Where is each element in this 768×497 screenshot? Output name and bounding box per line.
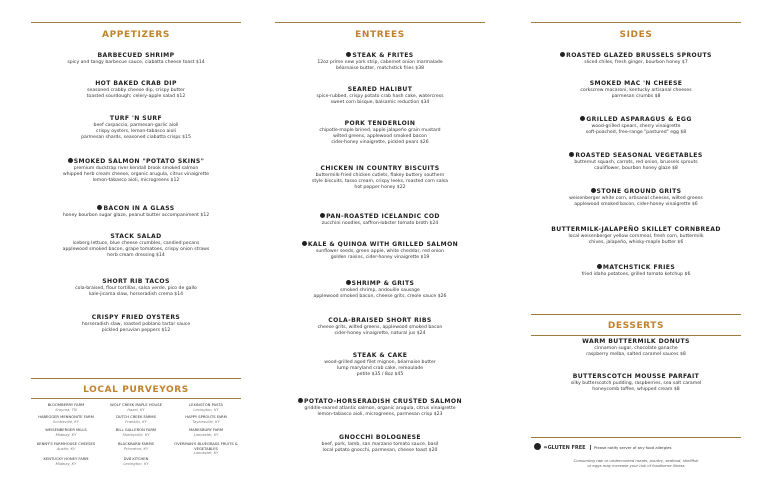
purveyor [33,415,99,424]
item-description: sweet corn bisque, balsamic reduction $34 [330,100,430,106]
item-name [531,80,741,88]
item-name [31,233,241,241]
sides-item [531,116,741,136]
item-name [531,116,741,124]
item-description: premium ducktrap river kendall brook smoked salmon [73,166,199,171]
sides-top-rule [531,22,741,23]
raw-food-warning [531,458,741,468]
item-description: hot pepper honey $22 [354,185,406,191]
sides-title: SIDES [619,30,653,40]
item-description: soft-poached, free-range "pastured" egg $8 [585,130,687,136]
item-name [275,398,485,406]
gluten-free-icon [580,116,585,121]
item-name-text: BUTTERMILK-JALAPEÑO SKILLET CORNBREAD [551,226,721,233]
item-description: iceberg lettuce, blue cheese crumbles, candied pecans [72,241,200,246]
item-name [275,52,485,60]
purveyor [173,403,239,412]
desserts-item [531,373,741,393]
item-description: béarnaise butter, matchstick fries $38 [336,66,424,72]
item-name-text: MATCHSTICK FRIES [602,264,676,271]
item-name-text: PORK TENDERLOIN [344,120,416,127]
item-description: beef carpaccio, parmesan-garlic aioli [93,123,179,128]
item-name-text: KALE & QUINOA WITH GRILLED SALMON [307,241,459,248]
item-name-text: STEAK & FRITES [352,52,414,59]
item-name-text: HOT BAKED CRAB DIP [95,80,177,87]
purveyor-location: Smyrna, TN [55,407,77,412]
sides-item [531,264,741,278]
desserts-top-rule [531,314,741,315]
item-description: kale-jicama slaw, horseradish crema $14 [88,292,184,298]
item-name-text: GRILLED ASPARAGUS & EGG [586,116,692,123]
item-name [31,205,241,213]
item-description: butternut squash, carrots, red onion, brussels sprouts [574,160,698,165]
appetizers-item [31,80,241,100]
item-description: style biscuits, tasso cream, crispy leeks, roasted corn salsa [311,179,448,185]
purveyor-name: DUTCH CREEK FARMS [116,415,156,419]
purveyors-bottom-rule [31,398,241,399]
sides-item [531,226,741,246]
item-description: pickled peruvian peppers $12 [101,328,171,334]
item-name-text: BUTTERSCOTCH MOUSSE PARFAIT [572,373,700,380]
gluten-free-icon [320,213,325,218]
item-description: honey bourbon sugar glaze, peanut butter accompaniment $12 [62,213,210,218]
desserts-item [531,338,741,358]
item-name [31,278,241,286]
item-name [531,188,741,196]
purveyor-location: Lancaster, KY [193,451,219,455]
item-name-text: BARBECUED SHRIMP [97,52,175,59]
item-description: parmesan shards, seasoned ciabatta crisps $15 [81,135,191,141]
item-description: crispy oysters, lemon-tabasco aioli [96,129,176,135]
item-description: smoked shrimp, andouille sausage [340,288,420,293]
item-description: cauliflower, bourbon honey glaze $8 [594,166,678,172]
purveyor-name: HABEGGER MENNONITE FARM [38,415,94,419]
entrees-item [275,52,485,72]
item-name [531,373,741,381]
purveyor [33,457,99,466]
sides-item [531,80,741,100]
item-description: wilted greens, applewood smoked bacon [333,134,427,140]
purveyor-name: MARKSBURY FARM [188,428,224,432]
appetizers-item [31,233,241,260]
item-name [531,52,741,60]
item-description: local potato gnocchi, parmesan, cheese toast $20 [322,448,438,454]
item-name [531,264,741,272]
item-description: cinnamon sugar, chocolate ganache [594,346,678,351]
item-description: herb cream dressing $14 [107,253,165,259]
gluten-free-icon [346,280,351,285]
purveyor-location: Franklin, KY [125,419,147,424]
purveyor-location: Hazel, KY [127,407,145,412]
item-description: raspberry melba, salted caramel sauces $8 [586,352,686,358]
item-name-text: SHORT RIB TACOS [102,278,170,285]
item-description: griddle-seared atlantic salmon, organic arugula, citrus vinaigrette [304,406,456,411]
item-description: chipotle-maple brined, apple jalapeño grain mustard [319,128,441,133]
item-name [275,86,485,94]
item-name [275,280,485,288]
item-description: 12oz prime new york strip, cabernet onion marmalade [317,60,443,65]
item-description: lemon-tabasco aioli, microgreens $12 [92,178,180,184]
purveyor-name: DV8 KITCHEN [123,457,149,461]
item-name-text: TURF 'N SURF [109,115,163,122]
item-description: cheese grits, wilted greens, applewood smoked bacon [317,325,443,330]
purveyor-location: Lexington, KY [193,407,219,412]
purveyor [103,457,169,466]
sides-item [531,188,741,208]
item-description: golden raisins, cider-honey vinaigrette $19 [330,255,430,261]
item-description: zucchini noodles, saffron-lobster tomato broth $24 [321,221,439,226]
item-name [531,338,741,346]
appetizers-item [31,158,241,185]
item-name [31,115,241,123]
gluten-free-icon [302,241,307,246]
item-description: applewood smoked bacon, cider-honey vinaigrette $6 [574,202,698,208]
purveyor [103,403,169,412]
purveyor-location: Midway, KY [55,461,77,466]
item-description: wood-grilled spears, sherry vinaigrette [591,124,681,129]
entrees-top-rule [275,22,485,23]
purveyor-location: Taylorsville, KY [192,419,220,424]
item-name [531,226,741,234]
item-description: cider-honey vinaigrette, pickled pears $26 [331,140,429,146]
purveyor-name: WEISENBERGER MILLS [45,428,87,432]
purveyor-location: Scottsville, KY [53,419,79,424]
entrees-item [275,434,485,454]
gluten-free-icon [534,443,541,450]
purveyor-location: Midway, KY [55,432,77,437]
item-name-text: BACON IN A GLASS [103,205,175,212]
item-description: lump maryland crab cake, remoulade [336,366,424,372]
item-description: petite $35 / 8oz $45 [356,372,404,378]
appetizers-item [31,278,241,298]
appetizers-item [31,52,241,66]
appetizers-title: APPETIZERS [102,30,170,40]
warning-line-2: or eggs may increase your risk of foodborne illness [587,463,685,468]
item-name-text: COLA-BRAISED SHORT RIBS [328,317,432,324]
purveyors-title: LOCAL PURVEYORS [83,385,189,395]
item-description: wood-grilled aged filet mignon, béarnaise butter [324,360,436,365]
item-description: parmesan crumbs $8 [611,94,661,100]
item-description: corkscrew macaroni, kentucky artisanal cheeses [580,88,692,93]
item-name-text: SHRIMP & GRITS [351,280,415,287]
item-description: chives, jalapeño, whisky-maple butter $6 [588,240,684,246]
entrees-item [275,241,485,261]
entrees-item [275,213,485,227]
purveyor-location: Austin, KY [56,446,76,451]
item-description: cider-honey vinaigrette, natural jus $24 [334,331,426,337]
item-description: applewood smoked bacon, grape tomatoes, crispy onion straws [62,247,210,253]
entrees-item [275,352,485,379]
appetizers-item [31,115,241,142]
item-name-text: CHICKEN IN COUNTRY BISCUITS [320,165,440,172]
item-name [275,317,485,325]
item-name-text: GNOCCHI BOLOGNESE [338,434,421,441]
entrees-item [275,398,485,418]
appetizers-item [31,314,241,334]
item-description: honeycomb toffee, whipped cream $8 [592,387,680,393]
purveyor [173,442,239,456]
purveyor [103,428,169,437]
appetizers-item [31,205,241,219]
appetizers-top-rule [31,22,241,23]
purveyor [173,428,239,437]
purveyor [33,403,99,412]
gluten-free-icon [97,205,102,210]
item-name [275,213,485,221]
item-name [31,158,241,166]
item-name-text: STONE GROUND GRITS [596,188,682,195]
item-description: horseradish slaw, roasted poblano tartar sauce [81,322,191,327]
item-description: seasoned crabby cheese dip, crispy butter [87,88,185,93]
purveyor-name: WOLF CREEK MAPLE HOUSE [110,403,162,407]
item-name [531,152,741,160]
item-name-text: SMOKED MAC 'N CHEESE [589,80,683,87]
purveyor-location: Lancaster, KY [193,432,219,437]
gluten-free-icon [298,398,303,403]
entrees-item [275,165,485,192]
item-description: spicy and tangy barbecue sauce, ciabatta cheese toast $14 [67,60,205,65]
gluten-free-icon [591,188,596,193]
item-description: applewood smoked bacon, cheese grits, creole sauce $26 [313,294,447,300]
item-name-text: WARM BUTTERMILK DONUTS [582,338,690,345]
allergy-note: Please notify server of any food allergies [590,445,671,450]
legend-top-rule [531,437,741,438]
item-name-text: STACK SALAD [110,233,162,240]
gluten-free-icon [346,52,351,57]
purveyor-location: Princeton, KY [123,446,149,451]
gluten-free-icon [597,264,602,269]
gluten-free-label: =GLUTEN FREE [543,445,586,451]
item-description: toasted sourdough; celery-apple salad $12 [86,94,186,100]
item-name [31,314,241,322]
purveyor-name: KENTUCKY HONEY FARM [43,457,89,461]
purveyor-location: Lexington, KY [123,461,149,466]
item-description: whipped herb cream cheese, organic arugula, citrus vinaigrette [62,172,210,178]
desserts-title: DESSERTS [607,321,665,331]
item-name [31,80,241,88]
item-description: cola-braised, flour tortillas, salsa verde, pico de gallo [75,286,197,291]
item-name [275,120,485,128]
item-name [275,241,485,249]
item-name-text: ROASTED SEASONAL VEGETABLES [575,152,703,159]
item-name [31,52,241,60]
item-name [275,352,485,360]
item-name-text: PAN-ROASTED ICELANDIC COD [326,213,440,220]
entrees-item [275,86,485,106]
entrees-item [275,317,485,337]
entrees-title: ENTREES [355,30,405,40]
desserts-bottom-rule [531,335,741,336]
gluten-free-icon [560,52,565,57]
gluten-free-legend [534,443,739,451]
purveyor-name: OVERMAN'S BLUEGRASS FRUITS & VEGETABLES [174,442,238,451]
item-description: spice-rubbed, crispy potato crab hash cake, watercress [316,94,444,99]
purveyor [33,442,99,451]
warning-line-1: Consuming raw or undercooked meats, poultry, seafood, shellfish [573,458,699,463]
entrees-item [275,120,485,147]
entrees-item [275,280,485,300]
purveyor-location: Shelbyville, KY [122,432,150,437]
purveyor-name: BLOOMBERRY FARM [47,403,85,407]
item-description: fried idaho potatoes, grilled tomato ketchup $6 [581,272,691,277]
item-name-text: ROASTED GLAZED BRUSSELS SPROUTS [566,52,712,59]
purveyors-top-rule [31,378,241,379]
purveyor [103,442,169,451]
purveyor-name: BLACKBARN FARMS [117,442,155,446]
item-description: local weisenberger yellow cornmeal, fresh corn, buttermilk [568,234,704,239]
purveyor [173,415,239,424]
item-name-text: STEAK & CAKE [352,352,408,359]
item-description: buttermilk-fried chicken cutlets, flakey buttery southern [315,173,445,178]
item-description: weisenberger white corn, artisanal cheeses, wilted greens [569,196,703,201]
item-description: sliced chiles, fresh ginger, bourbon honey $7 [584,60,688,65]
item-name-text: SEARED HALIBUT [347,86,413,93]
item-description: silky butterscotch pudding, raspberries, sea salt caramel [570,381,702,386]
purveyor-name: BILL GALLERON FARM [115,428,157,432]
gluten-free-icon [68,158,73,163]
item-name-text: POTATO-HORSERADISH CRUSTED SALMON [304,398,462,405]
item-name-text: CRISPY FRIED OYSTERS [91,314,181,321]
item-name [275,434,485,442]
sides-item [531,152,741,172]
item-description: sunflower seeds, green apple, white cheddar, red onion [316,249,444,254]
purveyor-name: KENNY'S FARMHOUSE CHEESES [36,442,96,446]
purveyor-name: LEXINGTON PASTA [189,403,223,407]
sides-item [531,52,741,66]
purveyor [33,428,99,437]
gluten-free-icon [569,152,574,157]
purveyor-name: HAPPY SPROUTS FARM [185,415,227,419]
item-description: lemon-tabasco aioli, microgreens, parmesan crisp $23 [317,412,443,418]
purveyor [103,415,169,424]
item-name-text: SMOKED SALMON "POTATO SKINS" [73,158,205,165]
item-description: beef, pork, lamb, san marzano tomato sauce, basil [321,442,439,447]
item-name [275,165,485,173]
